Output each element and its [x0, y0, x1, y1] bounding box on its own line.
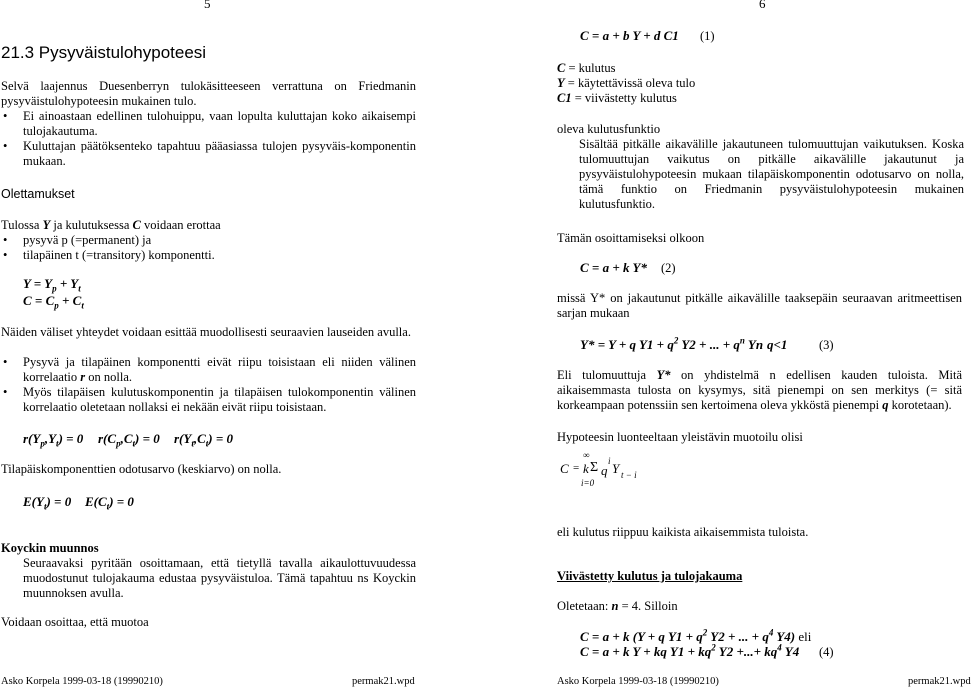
footer-author: Asko Korpela 1999-03-18 (19990210)	[1, 676, 163, 687]
equation-y: $Y = Y_p + Y_t$	[23, 276, 81, 294]
list-item: • Pysyvä ja tilapäinen komponentti eivät riipu toisistaan eli niiden välinen korrelaatio r on nolla.	[1, 355, 416, 385]
long-run-label: oleva kulutusfunktio	[557, 122, 661, 136]
sum-lhs: C	[560, 461, 569, 476]
show-text: Voidaan osoittaa, että muotoa	[1, 615, 149, 629]
definition-y: Y = käytettävissä oleva tulo	[557, 76, 696, 90]
equation-4a: C = a + k (Y + q $Y1 + q^2$ Y2 + ... + $q^4$ Y4) eli	[580, 627, 812, 644]
koyckin-heading: Koyckin muunnos	[1, 541, 99, 555]
sum-equals: =	[573, 462, 580, 474]
list-item: • Myös tilapäisen kulutuskomponentin ja tilapäisen tulokomponentin välinen korrelaatio oletetaan nollaksi ei nekään eivät riipu toisistaan.	[1, 385, 416, 415]
ystar-paragraph: missä Y* on jakautunut pitkälle aikavälille taaksepäin seuraavan aritmeettisen sarjan mukaan	[557, 291, 962, 320]
list-item: • tilapäinen t (=transitory) komponentti.	[1, 248, 416, 263]
correlation-2: $r(C_p,C_t) = 0$	[98, 431, 160, 449]
footer-file: permak21.wpd	[352, 676, 415, 687]
assumption-text: Tulossa Y ja kulutuksessa C voidaan erottaa	[1, 218, 221, 232]
bullet-list-1	[1, 109, 416, 169]
lagged-heading: Viivästetty kulutus ja tulojakauma	[557, 569, 743, 583]
equation-1-number: (1)	[700, 29, 715, 43]
equation-2-number: (2)	[661, 261, 676, 275]
equation-3: Y* = Y + q $Y1 + q^2$ Y2 + ... + $q^n$ Yn	[580, 335, 764, 352]
bullet-list-2	[1, 233, 416, 263]
equation-4-number: (4)	[819, 645, 834, 659]
equation-c: $C = C_p + C_t$	[23, 293, 84, 311]
definition-c: C = kulutus	[557, 61, 616, 75]
list-item: • Ei ainoastaan edellinen tulohuippu, vaan lopulta kuluttajan koko aikaisempi tulojakautuma.	[1, 109, 416, 139]
sum-q: q	[601, 463, 608, 478]
page-number: 6	[759, 0, 766, 11]
explain-paragraph: Eli tulomuuttuja Y* on yhdistelmä n edellisen kauden tuloista. Mitä aikaisemmasta tulosta on kysymys, sitä pienempi on sen merkitys (= sitä korkeampaan potenssiin sen kertoimena oleva ykköstä pienempi q korotetaan).	[557, 368, 962, 412]
list-item: • Kuluttajan päätöksenteko tapahtuu pääasiassa tulojen pysyväis-komponentin mukaan.	[1, 139, 416, 169]
correlation-3: $r(Y_t,C_t) = 0$	[174, 431, 234, 449]
long-run-paragraph: Sisältää pitkälle aikavälille jakautuneen tulomuuttujan vaikutuksen. Koska tulomuuttujan vaikutus on pitkälle aikavälille jakautunut ja pysyväistulohypoteesin mukaan tilapäiskomponentin odotusarvo on nolla, tämä funktio on Friedmanin pysyväistulohypoteesin mukainen kulutusfunktio.	[579, 137, 964, 211]
intro-paragraph: Selvä laajennus Duesenberryn tulokäsitteeseen verrattuna on Friedmanin pysyväistulohypoteesin mukainen tulo.	[1, 79, 416, 108]
sum-subscript: t − i	[621, 470, 637, 480]
sum-lower-limit: i=0	[581, 478, 595, 488]
footer-file: permak21.wpd	[908, 676, 971, 687]
show-text: Tämän osoittamiseksi olkoon	[557, 231, 705, 245]
sum-y: Y	[612, 461, 620, 476]
correlation-1: $r(Y_p,Y_t) = 0$	[23, 431, 84, 449]
equation-4b: C = a + k Y + kq $Y1 + kq^2$ Y2 +...+ $kq^4$ Y4	[580, 642, 800, 659]
assumption-text: Oletetaan: n = 4. Silloin	[557, 599, 678, 613]
depends-text: eli kulutus riippuu kaikista aikaisemmista tuloista.	[557, 525, 809, 539]
expectation-text: Tilapäiskomponenttien odotusarvo (keskiarvo) on nolla.	[1, 462, 282, 476]
expectation-2: $E(C_t) = 0$	[85, 494, 134, 512]
equation-2: C = a + k Y*	[580, 260, 647, 275]
equation-3-condition: q<1	[767, 337, 788, 352]
sum-k: k	[583, 461, 589, 476]
bullet-list-3	[1, 355, 416, 415]
equation-1: C = a + b Y + d C1	[580, 28, 679, 43]
equation-3-number: (3)	[819, 338, 834, 352]
relations-paragraph: Näiden väliset yhteydet voidaan esittää muodollisesti seuraavien lauseiden avulla.	[1, 325, 411, 339]
sum-upper-limit: ∞	[583, 450, 590, 460]
sum-sigma: Σ	[590, 460, 599, 475]
koyckin-paragraph: Seuraavaksi pyritään osoittamaan, että tietyllä tavalla aikaulottuvuudessa muodostunut tulojakauma edustaa pysyväistuloa. Tämä tapahtuu ns Koyckin muunnoksen avulla.	[23, 556, 416, 600]
definition-c1: C1 = viivästetty kulutus	[557, 91, 677, 105]
subheading-assumptions: Olettamukset	[1, 187, 75, 201]
list-item: • pysyvä p (=permanent) ja	[1, 233, 416, 248]
hypothesis-text: Hypoteesin luonteeltaan yleistävin muotoilu olisi	[557, 430, 803, 444]
right-page	[480, 0, 971, 691]
left-page	[0, 0, 480, 691]
expectation-1: $E(Y_t) = 0$	[23, 494, 72, 512]
sum-exponent: i	[608, 456, 611, 466]
section-heading: 21.3 Pysyväistulohypoteesi	[1, 43, 207, 62]
footer-author: Asko Korpela 1999-03-18 (19990210)	[557, 676, 719, 687]
page-number: 5	[204, 0, 211, 11]
